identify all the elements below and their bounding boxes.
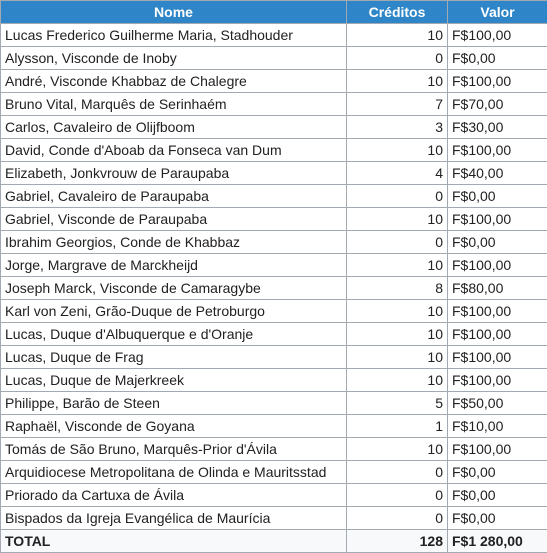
- row-name: Jorge, Margrave de Marckheijd: [1, 254, 347, 277]
- row-value: F$100,00: [448, 438, 547, 461]
- row-value: F$100,00: [448, 300, 547, 323]
- row-name: Elizabeth, Jonkvrouw de Paraupaba: [1, 162, 347, 185]
- row-credits: 8: [347, 277, 448, 300]
- row-credits: 10: [347, 369, 448, 392]
- row-name: Lucas Frederico Guilherme Maria, Stadhouder: [1, 24, 347, 47]
- row-credits: 10: [347, 254, 448, 277]
- row-value: F$50,00: [448, 392, 547, 415]
- row-credits: 0: [347, 461, 448, 484]
- table-row: [1, 300, 547, 323]
- table-row: [1, 185, 547, 208]
- table-row: [1, 461, 547, 484]
- row-name: Arquidiocese Metropolitana de Olinda e Mauritsstad: [1, 461, 347, 484]
- row-name: Tomás de São Bruno, Marquês-Prior d'Ávila: [1, 438, 347, 461]
- row-name: André, Visconde Khabbaz de Chalegre: [1, 70, 347, 93]
- row-value: F$40,00: [448, 162, 547, 185]
- table-row: [1, 254, 547, 277]
- row-value: F$100,00: [448, 139, 547, 162]
- table-row: [1, 24, 547, 47]
- header-credits[interactable]: Créditos: [347, 1, 448, 24]
- table-row: [1, 162, 547, 185]
- total-credits: 128: [347, 530, 448, 553]
- table-row: [1, 70, 547, 93]
- row-credits: 10: [347, 323, 448, 346]
- row-credits: 7: [347, 93, 448, 116]
- row-name: Lucas, Duque de Majerkreek: [1, 369, 347, 392]
- row-value: F$0,00: [448, 47, 547, 70]
- row-name: Carlos, Cavaleiro de Olijfboom: [1, 116, 347, 139]
- row-credits: 5: [347, 392, 448, 415]
- row-value: F$80,00: [448, 277, 547, 300]
- row-name: Alysson, Visconde de Inoby: [1, 47, 347, 70]
- row-credits: 0: [347, 47, 448, 70]
- table-row: [1, 93, 547, 116]
- row-name: Gabriel, Visconde de Paraupaba: [1, 208, 347, 231]
- row-value: F$10,00: [448, 415, 547, 438]
- header-value[interactable]: Valor: [448, 1, 547, 24]
- row-value: F$0,00: [448, 185, 547, 208]
- row-value: F$100,00: [448, 323, 547, 346]
- row-value: F$100,00: [448, 254, 547, 277]
- row-name: Lucas, Duque d'Albuquerque e d'Oranje: [1, 323, 347, 346]
- row-credits: 0: [347, 185, 448, 208]
- row-value: F$70,00: [448, 93, 547, 116]
- table-row: [1, 415, 547, 438]
- row-credits: 10: [347, 300, 448, 323]
- table-row: [1, 438, 547, 461]
- table-row: [1, 369, 547, 392]
- row-name: Raphaël, Visconde de Goyana: [1, 415, 347, 438]
- row-value: F$30,00: [448, 116, 547, 139]
- header-name[interactable]: Nome: [1, 1, 347, 24]
- row-credits: 10: [347, 70, 448, 93]
- row-credits: 10: [347, 24, 448, 47]
- row-credits: 10: [347, 208, 448, 231]
- row-name: Gabriel, Cavaleiro de Paraupaba: [1, 185, 347, 208]
- row-name: Ibrahim Georgios, Conde de Khabbaz: [1, 231, 347, 254]
- table-row: [1, 277, 547, 300]
- total-label: TOTAL: [1, 530, 347, 553]
- row-value: F$0,00: [448, 484, 547, 507]
- table-header: [1, 1, 547, 24]
- table-row: [1, 208, 547, 231]
- table-body: [1, 24, 547, 530]
- row-name: Karl von Zeni, Grão-Duque de Petroburgo: [1, 300, 347, 323]
- row-name: Bispados da Igreja Evangélica de Maurícia: [1, 507, 347, 530]
- row-name: Bruno Vital, Marquês de Serinhaém: [1, 93, 347, 116]
- table-row: [1, 231, 547, 254]
- row-value: F$100,00: [448, 24, 547, 47]
- row-value: F$0,00: [448, 461, 547, 484]
- table-row: [1, 346, 547, 369]
- row-value: F$100,00: [448, 208, 547, 231]
- row-credits: 0: [347, 231, 448, 254]
- table-row: [1, 507, 547, 530]
- row-name: Joseph Marck, Visconde de Camaragybe: [1, 277, 347, 300]
- row-name: David, Conde d'Aboab da Fonseca van Dum: [1, 139, 347, 162]
- table-row: [1, 392, 547, 415]
- table-row: [1, 484, 547, 507]
- row-credits: 10: [347, 139, 448, 162]
- row-value: F$100,00: [448, 70, 547, 93]
- row-value: F$0,00: [448, 231, 547, 254]
- header-row: [1, 1, 547, 24]
- table-row: [1, 323, 547, 346]
- table-row: [1, 47, 547, 70]
- table-row: [1, 139, 547, 162]
- row-name: Priorado da Cartuxa de Ávila: [1, 484, 347, 507]
- total-row: [1, 530, 547, 553]
- row-name: Lucas, Duque de Frag: [1, 346, 347, 369]
- row-credits: 0: [347, 484, 448, 507]
- row-credits: 0: [347, 507, 448, 530]
- row-credits: 4: [347, 162, 448, 185]
- row-value: F$100,00: [448, 369, 547, 392]
- row-value: F$0,00: [448, 507, 547, 530]
- row-value: F$100,00: [448, 346, 547, 369]
- row-name: Philippe, Barão de Steen: [1, 392, 347, 415]
- row-credits: 1: [347, 415, 448, 438]
- table-row: [1, 116, 547, 139]
- table-footer: [1, 530, 547, 553]
- row-credits: 10: [347, 346, 448, 369]
- total-value: F$1 280,00: [448, 530, 547, 553]
- row-credits: 3: [347, 116, 448, 139]
- row-credits: 10: [347, 438, 448, 461]
